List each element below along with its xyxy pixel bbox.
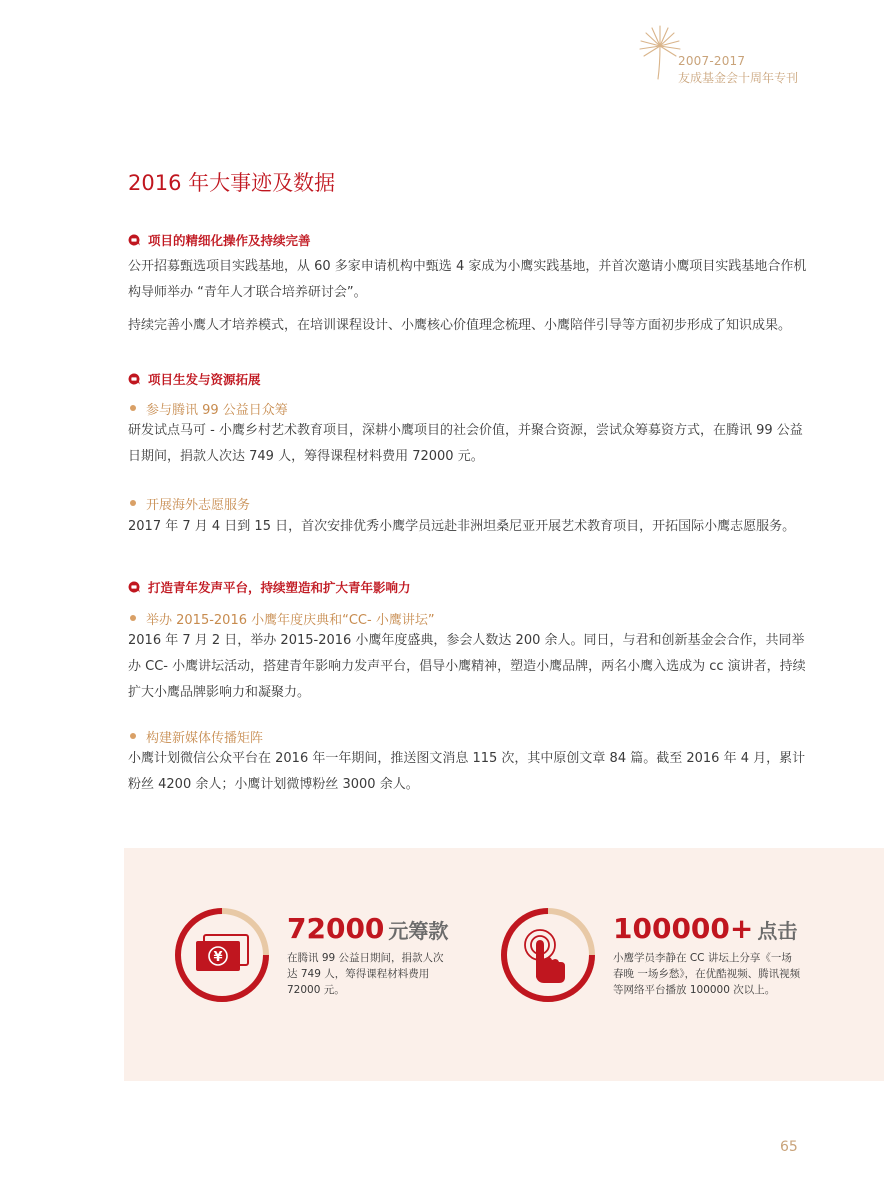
stat-value: [287, 912, 448, 945]
page-number: 65: [780, 1139, 798, 1155]
stat-description: 在腾讯 99 公益日期间，捐款人次达 749 人，筹得课程材料费用 72000 元。: [287, 952, 444, 996]
speech-bubble-icon: [128, 373, 140, 385]
stat-value: [613, 912, 797, 945]
bullet-title: 构建新媒体传播矩阵: [146, 730, 264, 746]
stat-number: 72000: [287, 912, 385, 945]
currency-symbol: ¥: [213, 950, 223, 965]
section-title: 项目生发与资源拓展: [148, 372, 261, 387]
speech-bubble-icon: [128, 234, 140, 246]
paragraph: 持续完善小鹰人才培养模式，在培训课程设计、小鹰核心价值理念梳理、小鹰陪伴引导等方面初步形成了知识成果。: [128, 318, 792, 333]
bullet-heading: [130, 727, 263, 745]
header-subtitle: 友成基金会十周年专刊: [678, 71, 799, 85]
section-title: 项目的精细化操作及持续完善: [148, 233, 311, 248]
paragraph: 2016 年 7 月 2 日，举办 2015-2016 小鹰年度盛典，参会人数达 200 余人。同日，与君和创新基金会合作，共同举办 CC- 小鹰讲坛活动，搭建青年影响力发声平台，倡导小鹰精神，塑造小鹰品牌，两名小鹰入选成为 cc 演讲者，持续扩大小鹰品牌影响力和凝聚力。: [128, 633, 806, 700]
section-title: 打造青年发声平台，持续塑造和扩大青年影响力: [148, 580, 411, 595]
banknote-icon: [172, 905, 272, 1005]
bullet-heading: [130, 609, 435, 627]
speech-bubble-icon: [128, 581, 140, 593]
bullet-dot: [130, 733, 136, 739]
bullet-dot: [130, 615, 136, 621]
section-heading: [128, 231, 311, 249]
paragraph: 小鹰计划微信公众平台在 2016 年一年期间，推送图文消息 115 次，其中原创文章 84 篇。截至 2016 年 4 月，累计粉丝 4200 余人；小鹰计划微博粉丝 3000 余人。: [128, 751, 806, 792]
firework-icon: [638, 24, 682, 80]
paragraph: 2017 年 7 月 4 日到 15 日，首次安排优秀小鹰学员远赴非洲坦桑尼亚开展艺术教育项目，开拓国际小鹰志愿服务。: [128, 519, 796, 534]
bullet-title: 举办 2015-2016 小鹰年度庆典和“CC- 小鹰讲坛”: [146, 612, 435, 628]
bullet-title: 参与腾讯 99 公益日众筹: [146, 402, 288, 418]
header-years: 2007-2017: [678, 54, 746, 68]
page-title: 2016 年大事迹及数据: [128, 171, 336, 195]
stat-unit: 元筹款: [388, 919, 449, 943]
paragraph: 研发试点马可 - 小鹰乡村艺术教育项目，深耕小鹰项目的社会价值，并聚合资源，尝试众筹募资方式，在腾讯 99 公益日期间，捐款人次达 749 人，筹得课程材料费用 72000 元。: [128, 423, 803, 464]
click-hand-icon: [498, 905, 598, 1005]
bullet-title: 开展海外志愿服务: [146, 497, 251, 513]
stat-number: 100000+: [613, 912, 754, 945]
paragraph: 公开招募甄选项目实践基地，从 60 多家申请机构中甄选 4 家成为小鹰实践基地，并首次邀请小鹰项目实践基地合作机构导师举办 “青年人才联合培养研讨会”。: [128, 259, 807, 300]
stat-description: 小鹰学员李静在 CC 讲坛上分享《一场春晚 一场乡愁》，在优酷视频、腾讯视频等网络平台播放 100000 次以上。: [613, 952, 801, 996]
bullet-heading: [130, 494, 250, 512]
stat-unit: 点击: [757, 919, 798, 943]
section-heading: [128, 370, 261, 388]
bullet-heading: [130, 399, 288, 417]
header: [636, 24, 836, 88]
bullet-dot: [130, 500, 136, 506]
section-heading: [128, 578, 411, 596]
bullet-dot: [130, 405, 136, 411]
